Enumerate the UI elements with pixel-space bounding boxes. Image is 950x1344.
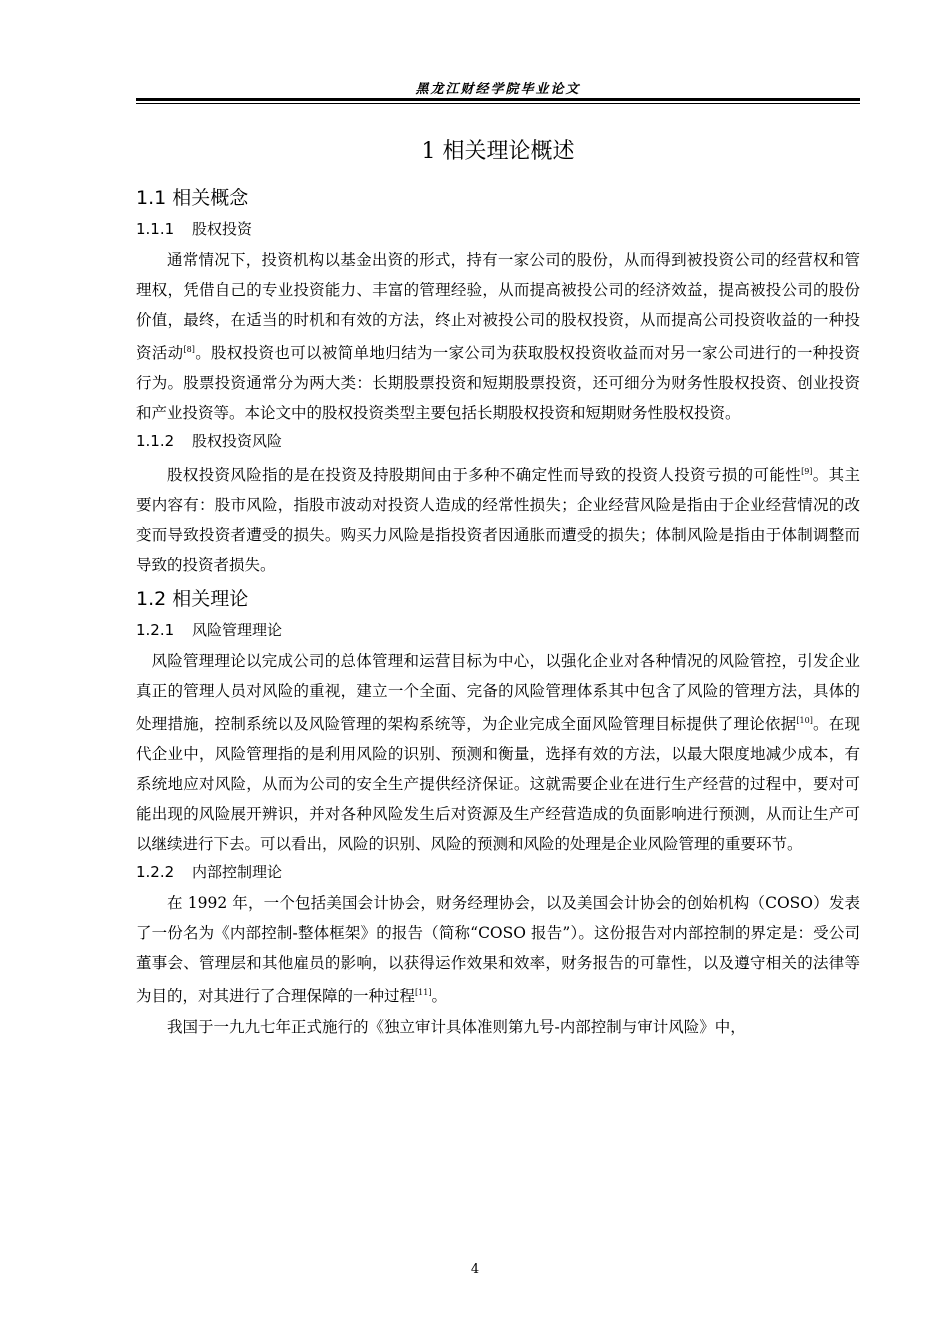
citation: [9] bbox=[801, 467, 813, 477]
subsection-number: 1.2.2 bbox=[136, 863, 175, 882]
section-title-1-1: 1.1 相关概念 bbox=[136, 187, 249, 209]
section-title-1-2: 1.2 相关理论 bbox=[136, 588, 249, 611]
subsection-label: 股权投资 bbox=[192, 220, 253, 238]
page-number: 4 bbox=[470, 1262, 480, 1277]
paragraph: 通常情况下，投资机构以基金出资的形式，持有一家公司的股份，从而得到被投资公司的经营权和管理权，凭借自己的专业投资能力、丰富的管理经验，从而提高被投公司的经济效益，提高被投公司的股份价值，最终，在适当的时机和有效的方法，终止对被投公司的股权投资，从而提高公司投资收益的一种投资活动[8]。股权投资也可以被简单地归结为一家公司为获取股权投资收益而对另一家公司进行的一种投资行为。股票投资通常分为两大类：长期股票投资和短期股票投资，还可细分为财务性股权投资、创业投资和产业投资等。本论文中的股权投资类型主要包括长期股权投资和短期财务性股权投资。 bbox=[136, 251, 860, 423]
subsection-title-1-2-2 bbox=[136, 861, 860, 882]
citation: [8] bbox=[183, 345, 195, 354]
chapter-title: 1 相关理论概述 bbox=[421, 139, 575, 164]
citation: [10] bbox=[796, 716, 813, 726]
subsection-number: 1.1.2 bbox=[136, 432, 175, 451]
paragraph: 股权投资风险指的是在投资及持股期间由于多种不确定性而导致的投资人投资亏损的可能性[9]。其主要内容有：股市风险，指股市波动对投资人造成的经常性损失；企业经营风险是指由于企业经营情况的改变而导致投资者遭受的损失。购买力风险是指投资者因通胀而遭受的损失；体制风险是指由于体制调整而导致的投资者损失。 bbox=[136, 466, 860, 575]
header-rule-thick bbox=[136, 98, 860, 101]
subsection-label: 风险管理理论 bbox=[192, 621, 283, 640]
subsection-title-1-1-2 bbox=[136, 430, 860, 451]
subsection-title-1-2-1 bbox=[136, 619, 860, 640]
page-header: 黑龙江财经学院毕业论文 bbox=[415, 82, 581, 97]
paragraph: 我国于一九九七年正式施行的《独立审计具体准则第九号-内部控制与审计风险》中， bbox=[167, 1017, 746, 1036]
subsection-title-1-1-1 bbox=[136, 218, 860, 239]
page-content bbox=[136, 130, 860, 1042]
subsection-number: 1.2.1 bbox=[136, 621, 175, 640]
paragraph: 风险管理理论以完成公司的总体管理和运营目标为中心，以强化企业对各种情况的风险管控，引发企业真正的管理人员对风险的重视，建立一个全面、完备的风险管理体系其中包含了风险的管理方法，具体的处理措施，控制系统以及风险管理的架构系统等，为企业完成全面风险管理目标提供了理论依据[10]。在现代企业中，风险管理指的是利用风险的识别、预测和衡量，选择有效的方法，以最大限度地减少成本，有系统地应对风险，从而为公司的安全生产提供经济保证。这就需要企业在进行生产经营的过程中，要对可能出现的风险展开辨识，并对各种风险发生后对资源及生产经营造成的负面影响进行预测，从而让生产可以继续进行下去。可以看出，风险的识别、风险的预测和风险的处理是企业风险管理的重要环节。 bbox=[136, 652, 860, 854]
citation: [11] bbox=[415, 988, 432, 998]
subsection-number: 1.1.1 bbox=[136, 220, 175, 238]
subsection-label: 内部控制理论 bbox=[192, 863, 283, 882]
subsection-label: 股权投资风险 bbox=[192, 432, 283, 451]
paragraph: 在 1992 年，一个包括美国会计协会，财务经理协会，以及美国会计协会的创始机构（COSO）发表了一份名为《内部控制-整体框架》的报告（简称“COSO 报告”）。这份报告对内部控制的界定是：受公司董事会、管理层和其他雇员的影响，以获得运作效果和效率，财务报告的可靠性，以及遵守相关的法律等为目的，对其进行了合理保障的一种过程[11]。 bbox=[136, 894, 860, 1006]
header-rule-thin bbox=[136, 103, 860, 104]
